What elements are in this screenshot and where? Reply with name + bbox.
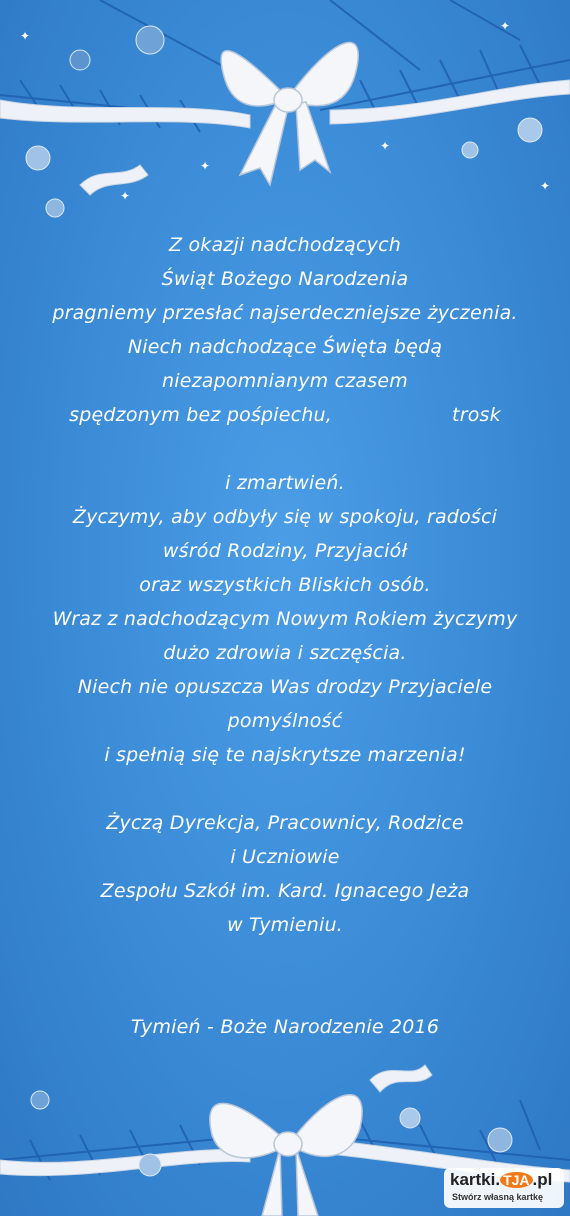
svg-text:✦: ✦ — [20, 29, 31, 43]
svg-text:✦: ✦ — [120, 189, 131, 203]
logo-tagline: Stwórz własną kartkę — [452, 1192, 544, 1202]
ribbon-icon — [0, 1065, 570, 1182]
greeting-line: Niech nie opuszcza Was drodzy Przyjaciele — [77, 676, 493, 698]
svg-text:✦: ✦ — [540, 179, 551, 193]
logo-brand-prefix: kartki. — [450, 1170, 501, 1189]
greeting-fragment: spędzonym bez pośpiechu, — [69, 404, 333, 426]
logo-brand — [450, 1170, 552, 1190]
signature-line: Życzą Dyrekcja, Pracownicy, Rodzice — [106, 812, 464, 834]
svg-text:✦: ✦ — [380, 139, 391, 153]
logo-brand-suffix: .pl — [532, 1170, 553, 1189]
greeting-line: oraz wszystkich Bliskich osób. — [139, 574, 431, 596]
greeting-line: pragniemy przesłać najserdeczniejsze życzenia. — [52, 302, 518, 324]
logo-brand-mark: TJA — [500, 1172, 532, 1188]
greeting-line: wśród Rodziny, Przyjaciół — [162, 540, 408, 562]
kartki-logo[interactable] — [444, 1168, 564, 1208]
greeting-message — [20, 228, 550, 1044]
signature-line: Zespołu Szkół im. Kard. Ignacego Jeża — [100, 880, 470, 902]
greeting-line: Świąt Bożego Narodzenia — [161, 268, 409, 290]
top-decoration — [0, 0, 570, 230]
greeting-line: i spełnią się te najskrytsze marzenia! — [104, 744, 466, 766]
footer-line: Tymień - Boże Narodzenie 2016 — [130, 1016, 440, 1038]
greeting-line: pomyślność — [227, 710, 343, 732]
greeting-line: Życzymy, aby odbyły się w spokoju, radości — [72, 506, 498, 528]
greeting-line: dużo zdrowia i szczęścia. — [163, 642, 407, 664]
greeting-line: Wraz z nadchodzącym Nowym Rokiem życzymy — [52, 608, 518, 630]
greeting-fragment: trosk — [452, 404, 501, 426]
signature-line: i Uczniowie — [230, 846, 340, 868]
svg-text:✦: ✦ — [500, 19, 511, 33]
greeting-line-split — [20, 398, 550, 432]
greeting-line: Niech nadchodzące Święta będą — [127, 336, 443, 358]
greeting-line: Z okazji nadchodzących — [168, 234, 401, 256]
signature-line: w Tymieniu. — [227, 914, 343, 936]
svg-text:✦: ✦ — [200, 159, 211, 173]
greeting-line: niezapomnianym czasem — [162, 370, 408, 392]
greeting-line: i zmartwień. — [225, 472, 345, 494]
